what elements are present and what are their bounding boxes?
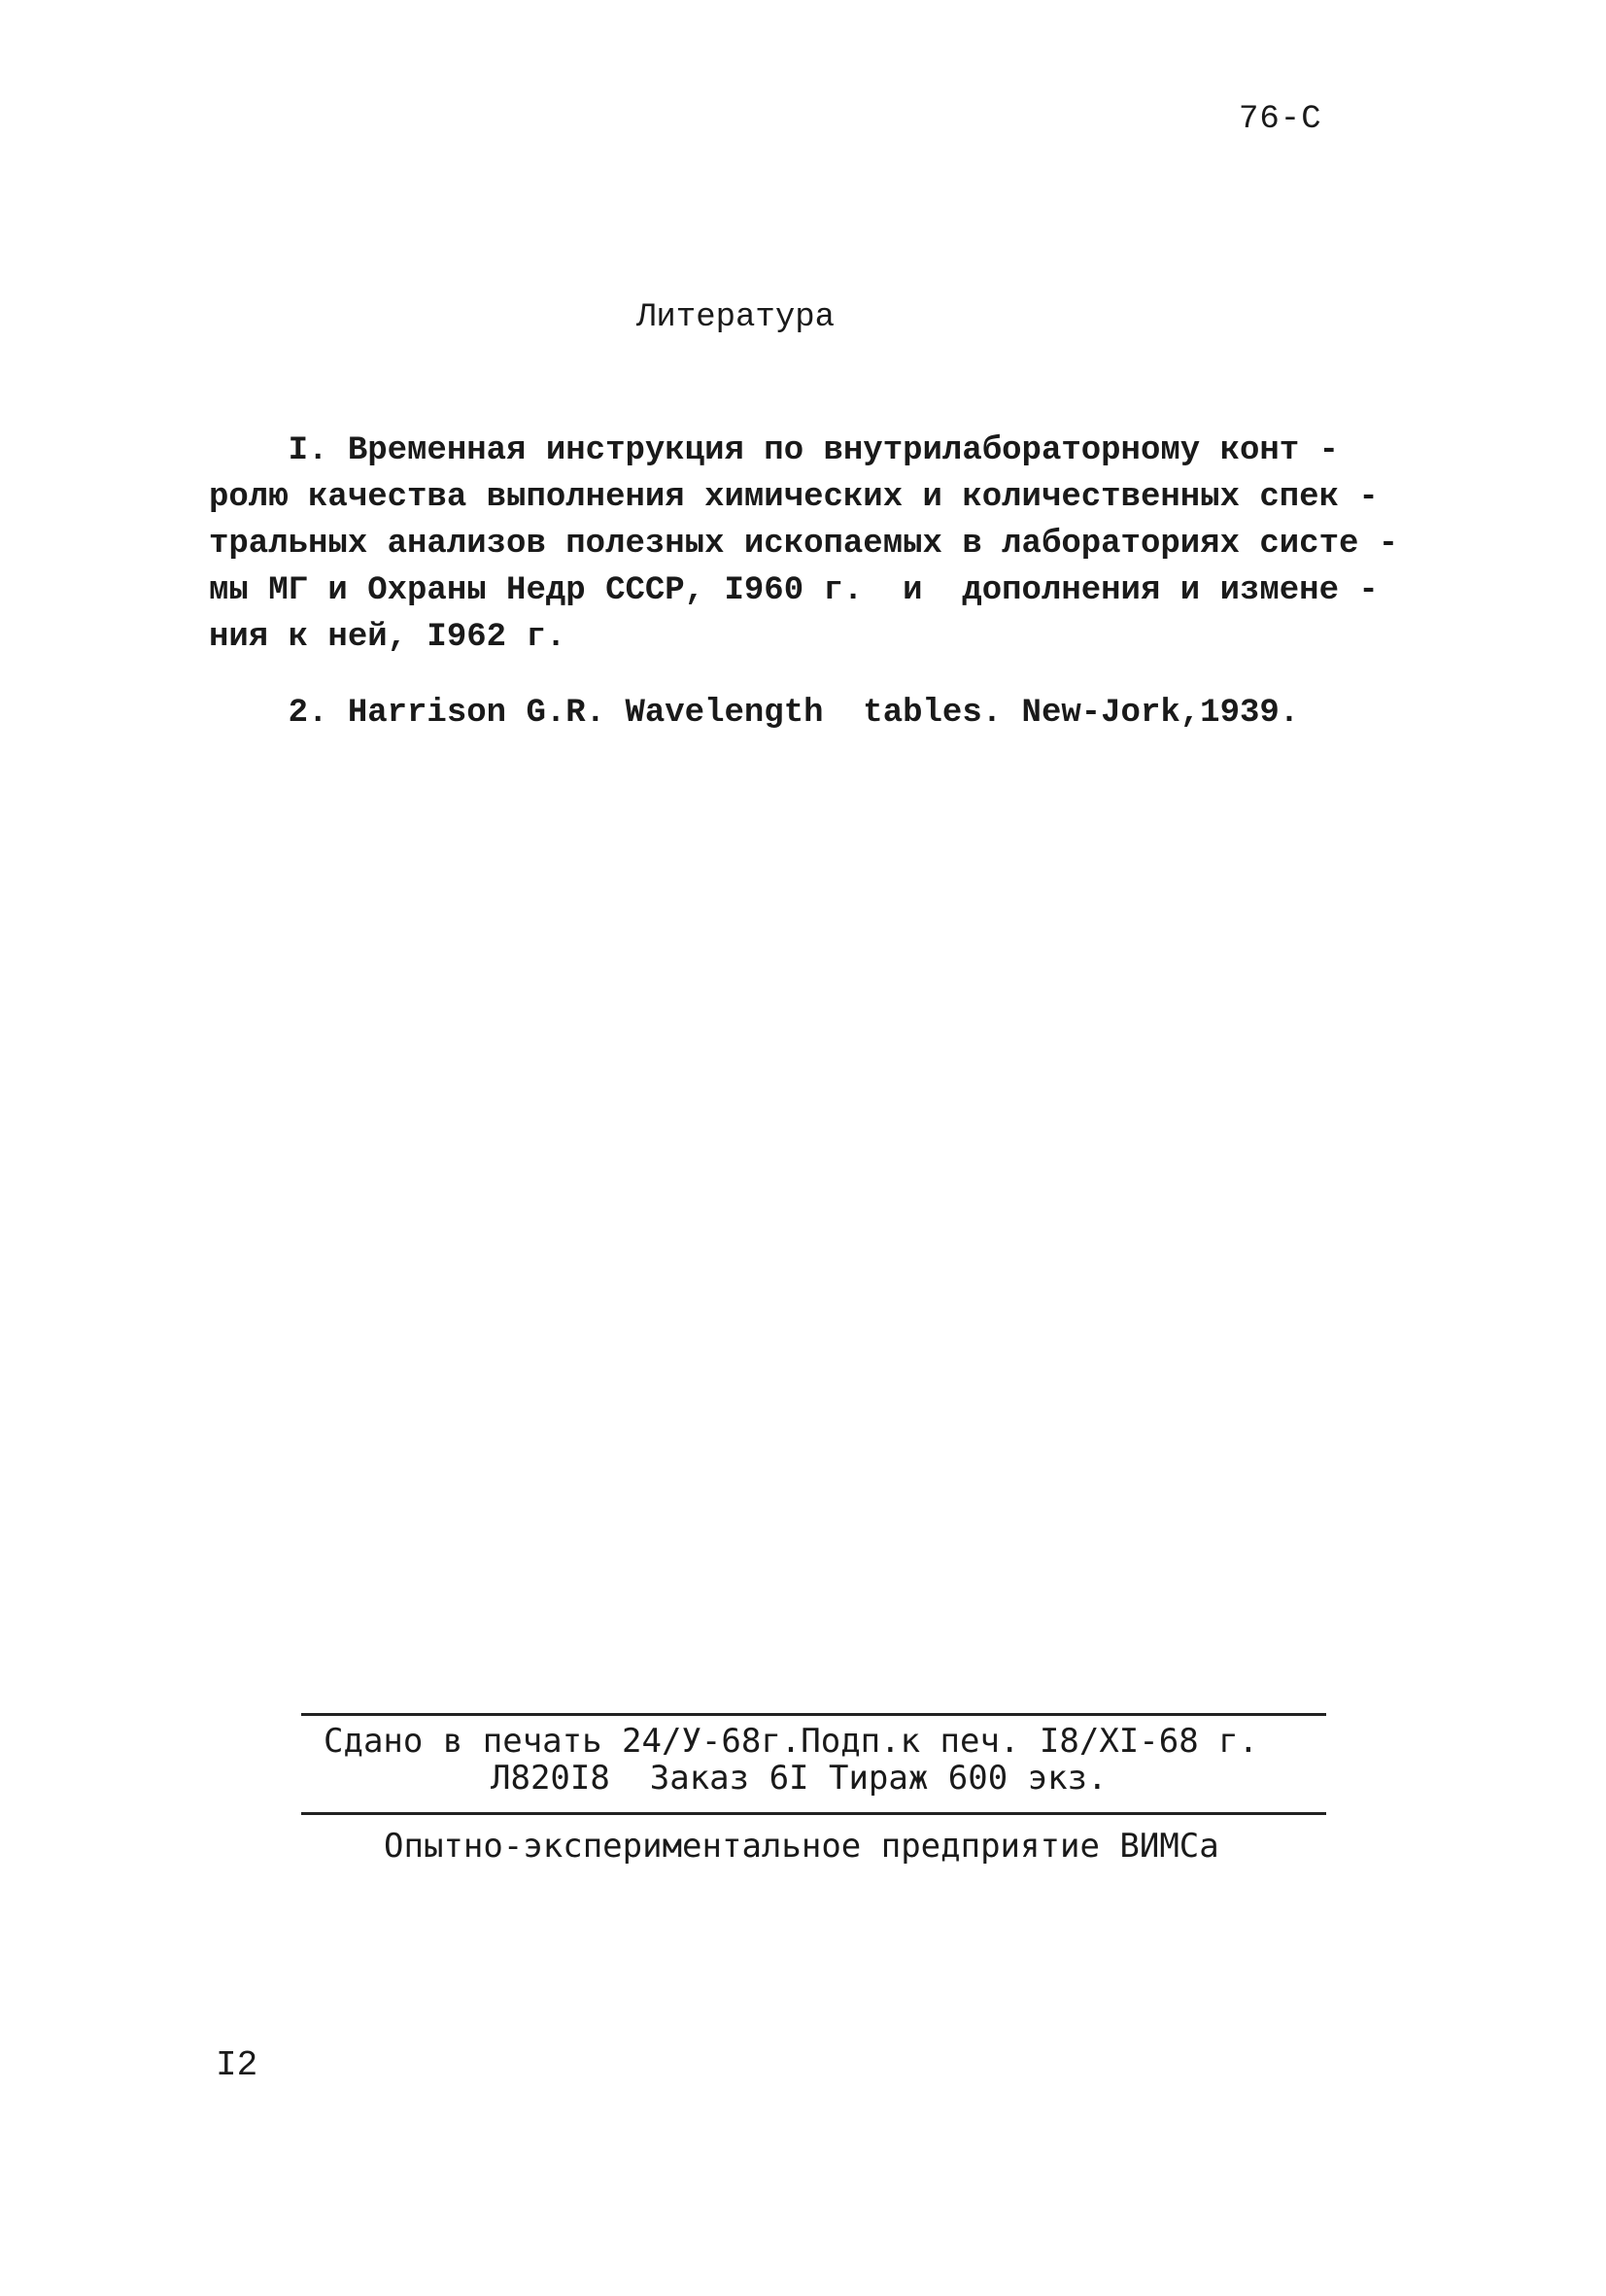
publisher-line: Опытно-экспериментальное предприятие ВИМСа xyxy=(384,1827,1219,1866)
imprint-line-2: Л820I8 Заказ 6I Тираж 600 экз. xyxy=(491,1759,1108,1798)
imprint-line-1: Сдано в печать 24/У-68г.Подп.к печ. I8/XI-68 г. xyxy=(324,1722,1259,1761)
reference-line: I. Временная инструкция по внутрилабораторному конт - xyxy=(209,432,1339,469)
reference-item xyxy=(209,428,1433,661)
reference-line: 2. Harrison G.R. Wavelength tables. New-Jork,1939. xyxy=(209,695,1300,732)
reference-item xyxy=(209,690,1433,737)
document-code: 76-С xyxy=(1239,101,1322,138)
section-heading: Литература xyxy=(636,299,836,336)
reference-line: ролю качества выполнения химических и количественных спек - xyxy=(209,479,1379,516)
reference-line: мы МГ и Охраны Недр СССР, I960 г. и дополнения и измене - xyxy=(209,572,1379,609)
page-number: I2 xyxy=(216,2045,258,2085)
imprint-bottom-rule xyxy=(301,1812,1326,1815)
reference-line: тральных анализов полезных ископаемых в лабораториях систе - xyxy=(209,526,1399,563)
reference-line: ния к ней, I962 г. xyxy=(209,619,566,656)
imprint-top-rule xyxy=(301,1713,1326,1716)
